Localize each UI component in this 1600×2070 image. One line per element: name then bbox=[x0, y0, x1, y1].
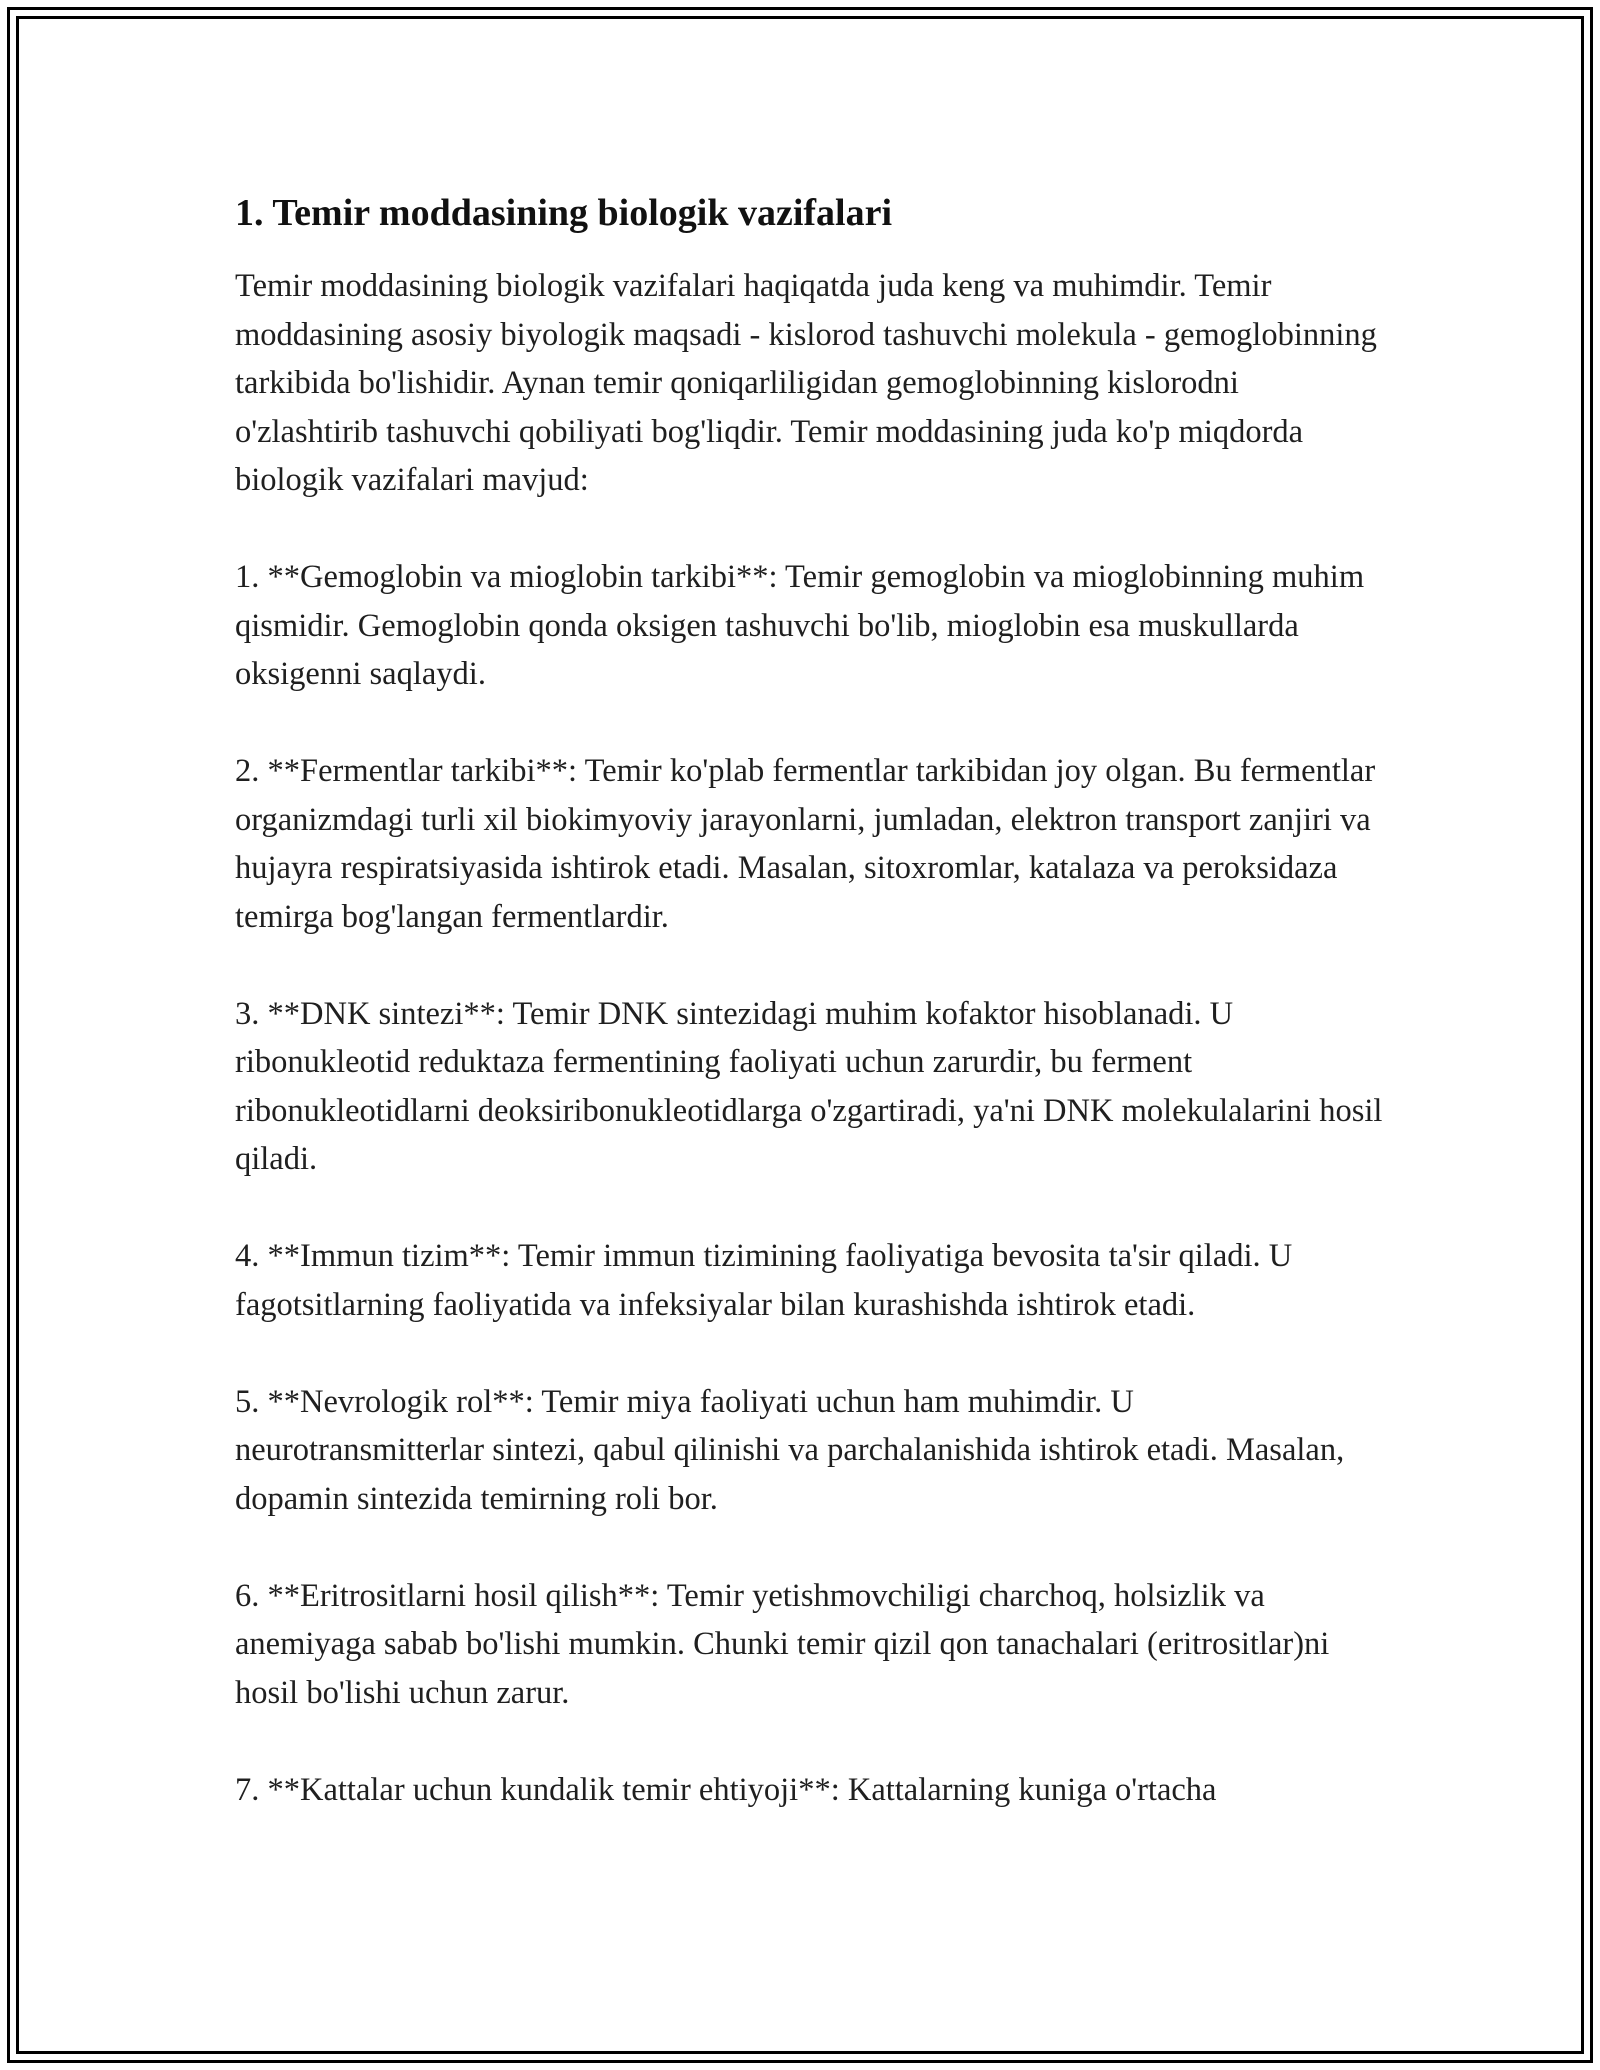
list-item-5: 5. **Nevrologik rol**: Temir miya faoliyati uchun ham muhimdir. U neurotransmitterlar sintezi, qabul qilinishi va parchalanishida ishtirok etadi. Masalan, dopamin sintezida temirning roli bor. bbox=[235, 1383, 1345, 1517]
document-title: 1. Temir moddasining biologik vazifalari bbox=[235, 192, 893, 234]
list-item-2: 2. **Fermentlar tarkibi**: Temir ko'plab fermentlar tarkibidan joy olgan. Bu fermentlar organizmdagi turli xil biokimyoviy jarayonlarni, jumladan, elektron transport zanjiri va hujayra respiratsiyasida ishtirok etadi. Masalan, sitoxromlar, katalaza va peroksidaza temirga bog'langan fermentlardir. bbox=[235, 753, 1376, 935]
list-item-7: 7. **Kattalar uchun kundalik temir ehtiyoji**: Kattalarning kuniga o'rtacha bbox=[235, 1771, 1217, 1808]
document-body bbox=[235, 186, 1385, 1814]
list-item-1: 1. **Gemoglobin va mioglobin tarkibi**: Temir gemoglobin va mioglobinning muhim qismidir. Gemoglobin qonda oksigen tashuvchi bo'lib, mioglobin esa muskullarda oksigenni saqlaydi. bbox=[235, 559, 1365, 692]
list-item-6: 6. **Eritrositlarni hosil qilish**: Temir yetishmovchiligi charchoq, holsizlik va anemiyaga sabab bo'lishi mumkin. Chunki temir qizil qon tanachalari (eritrositlar)ni hosil bo'lishi uchun zarur. bbox=[235, 1577, 1330, 1711]
list-item-3: 3. **DNK sintezi**: Temir DNK sintezidagi muhim kofaktor hisoblanadi. U ribonukleotid reduktaza fermentining faoliyati uchun zarurdir, bu ferment ribonukleotidlarni deoksiribonukleotidlarga o'zgartiradi, ya'ni DNK molekulalarini hosil qiladi. bbox=[235, 995, 1383, 1177]
list-item-4: 4. **Immun tizim**: Temir immun tizimining faoliyatiga bevosita ta'sir qiladi. U fagotsitlarning faoliyatida va infeksiyalar bilan kurashishda ishtirok etadi. bbox=[235, 1238, 1293, 1323]
intro-paragraph: Temir moddasining biologik vazifalari haqiqatda juda keng va muhimdir. Temir moddasining asosiy biyologik maqsadi - kislorod tashuvchi molekula - gemoglobinning tarkibida bo'lishidir. Aynan temir qoniqarliligidan gemoglobinning kislorodni o'zlashtirib tashuvchi qobiliyati bog'liqdir. Temir moddasining juda ko'p miqdorda biologik vazifalari mavjud: bbox=[235, 268, 1377, 498]
